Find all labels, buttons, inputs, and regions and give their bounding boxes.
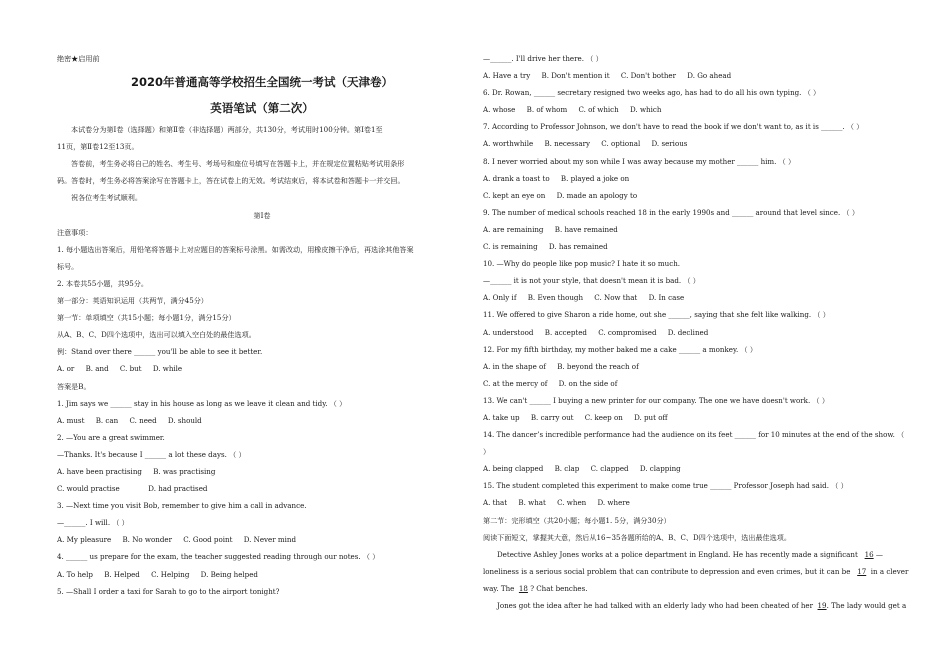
blank-19: 19 (817, 601, 827, 610)
question-15-stem: 15. The student completed this experiment to make come true ______ Professor Joseph had said. （ ） (483, 481, 848, 491)
question-10-stem: 10. —Why do people like pop music? I hate it so much. (483, 259, 681, 269)
question-8-stem: 8. I never worried about my son while I was away because my mother ______ him. （ ） (483, 156, 796, 166)
option: A. drank a toast to (483, 173, 550, 183)
option: D. made an apology to (556, 190, 638, 200)
question-5-stem: 5. —Shall I order a taxi for Sarah to go to the airport tonight? (57, 586, 280, 596)
question-3-stem: 3. —Next time you visit Bob, remember to give him a call in advance. (57, 501, 307, 511)
option: C. Helping (151, 569, 190, 579)
option: B. Helped (104, 569, 140, 579)
option: B. can (95, 415, 119, 425)
question-2-options (57, 463, 467, 480)
option: D. had practised (148, 484, 208, 494)
option: A. or (57, 364, 75, 374)
blank-18: 18 (518, 583, 528, 593)
passage-line: Jones got the idea after he had talked with an elderly lady who had been cheated of her 19. The lady would get a (497, 601, 907, 610)
option: C. need (129, 415, 157, 425)
option: D. where (597, 498, 630, 508)
option: A. have been practising (57, 466, 142, 476)
question-3-options (57, 531, 467, 548)
question-2-options (57, 480, 467, 497)
option: C. is remaining (483, 242, 538, 252)
option: D. clapping (639, 464, 681, 474)
intro-paragraph-3: 祝各位考生考试顺利。 (71, 193, 142, 203)
option: D. In case (648, 293, 685, 303)
left-column (57, 50, 467, 600)
section-heading-1: 第一部分：英语知识运用（共两节，满分45分） (57, 296, 208, 306)
option: A. To help (57, 569, 93, 579)
option: A. take up (483, 412, 520, 422)
option: A. understood (483, 327, 534, 337)
passage-line: Detective Ashley Jones works at a police department in England. He has recently made a significant 16 — (497, 549, 883, 559)
option: C. optional (601, 139, 641, 149)
section-heading-2: 第二节：完形填空（共20小题；每小题1. 5分，满分30分） (483, 515, 671, 525)
option: C. would practise (57, 484, 120, 494)
question-12-options (483, 358, 896, 375)
section-heading-1-1: 第一节：单项填空（共15小题；每小题1分，满分15分） (57, 313, 236, 323)
question-12-options (483, 375, 896, 392)
question-4-options (57, 566, 467, 583)
question-14-stem: 14. The dancer’s incredible performance had the audience on its feet ______ for 10 minutes at the end of the show. （ (483, 430, 905, 440)
question-10-options (483, 289, 896, 306)
option: B. was practising (153, 466, 216, 476)
question-9-options (483, 238, 896, 255)
question-6-options (483, 101, 896, 118)
option: D. which (630, 105, 662, 115)
option: B. and (85, 364, 109, 374)
blank-17: 17 (857, 566, 867, 576)
example-stem: 例：Stand over there ______ you'll be able to see it better. (57, 347, 263, 357)
notice-item-2: 2. 本卷共55小题，共95分。 (57, 278, 148, 288)
question-7-stem: 7. According to Professor Johnson, we don't have to read the book if we don't want to, as it is ______. （ ） (483, 122, 864, 132)
example-options (57, 360, 467, 377)
option: B. carry out (530, 412, 574, 422)
option: C. Good point (183, 535, 233, 545)
question-5-reply: —______. I'll drive her there. （ ） (483, 54, 603, 63)
option: D. declined (667, 327, 709, 337)
option: B. beyond the reach of (557, 361, 639, 371)
option: B. No wonder (122, 535, 172, 545)
notice-item-1b: 标号。 (57, 261, 79, 271)
exam-title: 2020年普通高等学校招生全国统一考试（天津卷） (130, 75, 393, 90)
option: A. My pleasure (57, 535, 112, 545)
option: B. clap (554, 464, 580, 474)
option: D. Go ahead (687, 71, 732, 81)
option: A. in the shape of (483, 361, 546, 371)
option: A. being clapped (483, 464, 544, 474)
option: D. serious (651, 139, 688, 149)
option: D. on the side of (558, 378, 618, 388)
option: C. when (557, 498, 587, 508)
secret-mark: 绝密★启用前 (57, 54, 100, 63)
option: A. that (483, 498, 508, 508)
notice-item-1a: 1. 每小题选出答案后，用铅笔将答题卡上对应题目的答案标号涂黑。如需改动，用橡皮擦干净后，再选涂其他答案 (57, 244, 414, 254)
question-11-options (483, 324, 896, 341)
question-9-stem: 9. The number of medical schools reached 18 in the early 1990s and ______ around that level since. （ ） (483, 207, 859, 217)
option: B. Don't mention it (541, 71, 610, 81)
option: B. have remained (554, 224, 618, 234)
option: D. put off (634, 412, 668, 422)
option: A. Only if (483, 293, 517, 303)
question-8-options (483, 187, 896, 204)
option: D. should (167, 415, 202, 425)
option: D. Never mind (243, 535, 297, 545)
option: C. Don't bother (620, 71, 677, 81)
option: B. of whom (526, 105, 568, 115)
question-13-stem: 13. We can't ______ I buying a new printer for our company. The one we have doesn't work. （ ） (483, 395, 829, 405)
question-13-options (483, 409, 896, 426)
option: D. Being helped (200, 569, 258, 579)
question-7-options (483, 135, 896, 152)
question-3-stem: —______. I will. （ ） (57, 518, 129, 528)
question-1-options (57, 412, 467, 429)
exam-subtitle: 英语笔试（第二次） (210, 101, 314, 116)
right-column (483, 50, 909, 614)
question-2-stem: 2. —You are a great swimmer. (57, 432, 165, 442)
question-15-options (483, 494, 896, 511)
question-10-stem: —______ it is not your style, that doesn't mean it is bad. （ ） (483, 276, 700, 286)
question-1-stem: 1. Jim says we ______ stay in his house as long as we leave it clean and tidy. （ ） (57, 398, 347, 408)
option: B. played a joke on (560, 173, 630, 183)
option: C. clapped (590, 464, 629, 474)
instruction: 从A、B、C、D四个选项中，选出可以填入空白处的最佳选项。 (57, 330, 256, 340)
passage-line: loneliness is a serious social problem that can contribute to depression and even crimes, but it can be 17 in a clever (483, 566, 909, 576)
intro-paragraph-2b: 码。答卷时，考生务必将答案涂写在答题卡上，答在试卷上的无效。考试结束后，将本试卷和答题卡一并交回。 (57, 176, 405, 186)
intro-paragraph-1a: 本试卷分为第Ⅰ卷（选择题）和第Ⅱ卷（非选择题）两部分，共130分，考试用时100分钟。第Ⅰ卷1至 (71, 125, 383, 135)
option: C. kept an eye on (483, 190, 546, 200)
question-9-options (483, 221, 896, 238)
example-answer: 答案是B。 (57, 381, 91, 391)
option: C. keep on (584, 412, 623, 422)
option: A. whose (483, 105, 516, 115)
option: A. must (57, 415, 85, 425)
volume-heading: 第Ⅰ卷 (253, 210, 271, 220)
notice-title: 注意事项： (57, 227, 93, 237)
option: B. what (518, 498, 546, 508)
question-5-options (483, 67, 896, 84)
question-14-stem: ） (483, 447, 491, 457)
question-14-options (483, 460, 896, 477)
option: C. of which (578, 105, 619, 115)
option: B. Even though (527, 293, 584, 303)
option: D. has remained (548, 242, 608, 252)
option: B. accepted (544, 327, 587, 337)
option: C. compromised (598, 327, 657, 337)
option: C. at the mercy of (483, 378, 548, 388)
question-4-stem: 4. ______ us prepare for the exam, the teacher suggested reading through our notes. （ ） (57, 552, 380, 562)
option: A. Have a try (483, 71, 531, 81)
passage-line: way. The 18 ? Chat benches. (483, 583, 588, 593)
question-11-stem: 11. We offered to give Sharon a ride home, out she ______, saying that she felt like walking. （ ） (483, 310, 830, 320)
intro-paragraph-2a: 答卷前，考生务必将自己的姓名、考生号、考场号和座位号填写在答题卡上，并在规定位置粘贴考试用条形 (71, 159, 405, 169)
option: C. but (119, 364, 142, 374)
intro-paragraph-1b: 11页，第Ⅱ卷12至13页。 (57, 142, 139, 152)
blank-16: 16 (864, 549, 874, 559)
option: A. are remaining (483, 224, 544, 234)
option: C. Now that (594, 293, 638, 303)
option: B. necessary (544, 139, 591, 149)
question-6-stem: 6. Dr. Rowan, ______ secretary resigned two weeks ago, has had to do all his own typing. （ ） (483, 88, 821, 98)
option: A. worthwhile (483, 139, 534, 149)
question-8-options (483, 170, 896, 187)
option: D. while (152, 364, 183, 374)
question-2-stem: —Thanks. It's because I ______ a lot these days. （ ） (57, 449, 246, 459)
cloze-instruction: 阅读下面短文，掌握其大意，然后从16~35各题所给的A、B、C、D四个选项中，选出最佳选项。 (483, 532, 791, 542)
question-12-stem: 12. For my fifth birthday, my mother baked me a cake ______ a monkey. （ ） (483, 344, 758, 354)
